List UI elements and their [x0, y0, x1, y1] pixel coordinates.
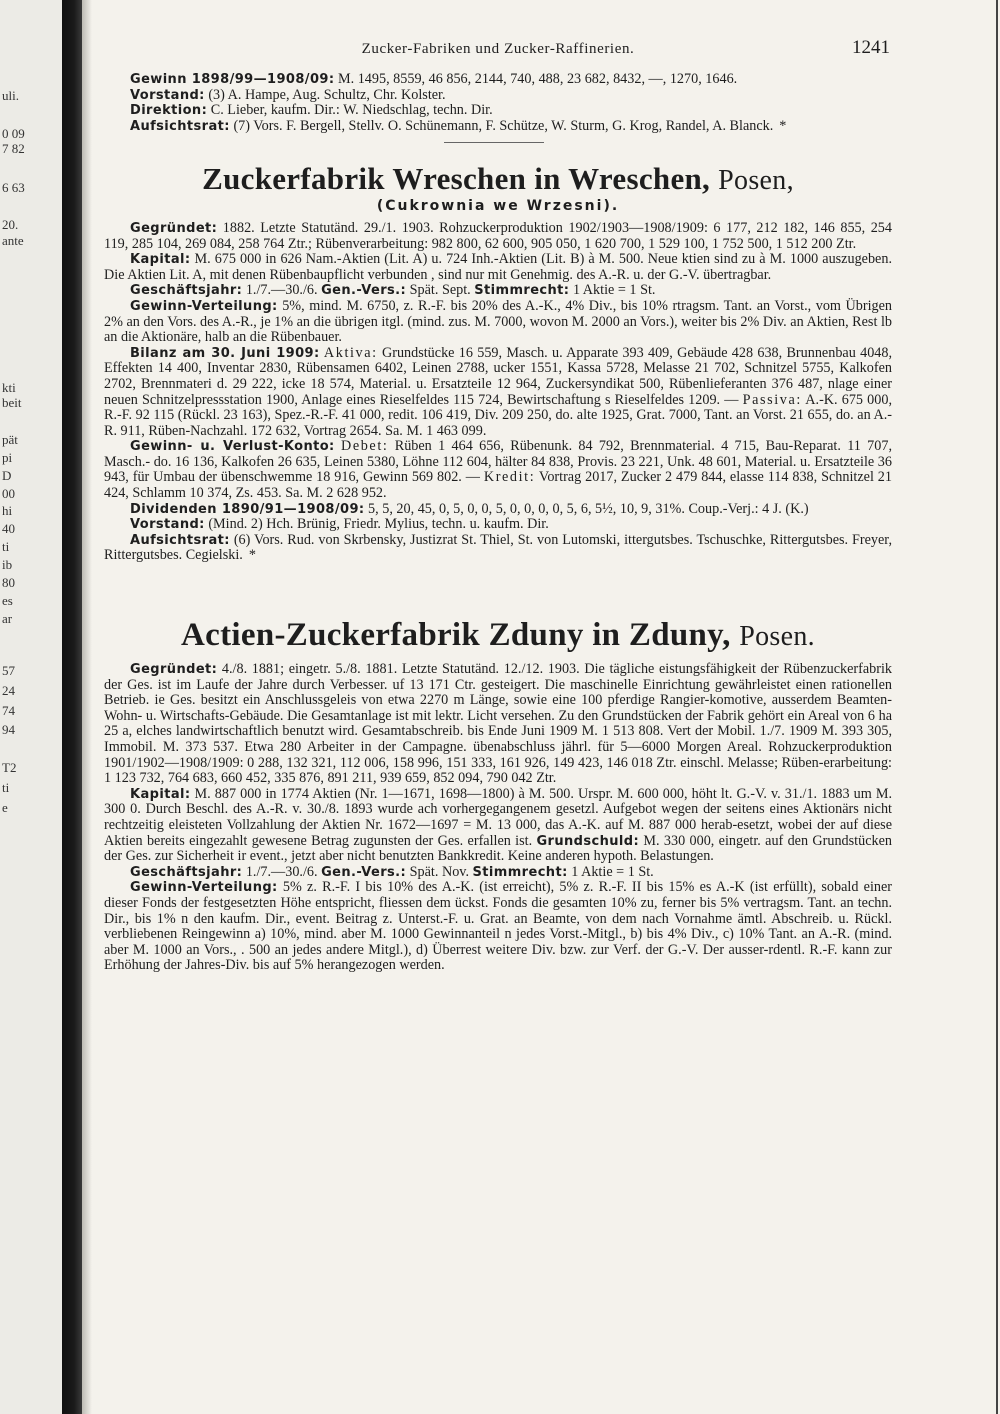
grundschuld-text: M. 330 000, eingetr. auf den Grundstücken der Ges. zur Sicherheit ir event., jetzt aber nicht benutzten Bankkredit. Keine anderen hypoth. Belastungen.	[104, 832, 892, 865]
guv-label: Gewinn- u. Verlust-Konto:	[130, 439, 335, 455]
genvers-label: Gen.-Vers.:	[321, 283, 407, 299]
aktiva-word: Aktiva:	[323, 344, 378, 361]
margin-fragment: beit	[2, 395, 22, 410]
company-location: Posen,	[718, 165, 794, 197]
genvers-text: Spät. Sept.	[409, 282, 471, 299]
geschaeftsjahr-label: Geschäftsjahr:	[130, 864, 243, 880]
margin-fragment: pät	[2, 432, 18, 447]
aufsichtsrat-paragraph	[104, 533, 892, 564]
entry-zuckerfabrik-wreschen	[104, 161, 892, 564]
company-title	[104, 161, 892, 199]
aufsichtsrat-text: (7) Vors. F. Bergell, Stellv. O. Schünemann, F. Schütze, W. Sturm, G. Krog, Randel, A. Blanck.	[233, 117, 774, 134]
gewinn-paragraph	[104, 72, 892, 88]
company-name: Zuckerfabrik Wreschen in Wreschen,	[202, 161, 711, 197]
page-number: 1241	[852, 37, 890, 58]
gegruendet-paragraph	[104, 221, 892, 252]
dividenden-paragraph	[104, 502, 892, 518]
gegruendet-label: Gegründet:	[130, 220, 218, 236]
margin-fragment: es	[2, 593, 13, 608]
bilanz-aktiva-text: Grundstücke 16 559, Masch. u. Apparate 393 409, Gebäude 428 638, Brunnenbau 4048, Effekten 14 400, Inventar 2830, Rübensamen 6402, Leinen 2788, ucker 1551, Kassa 5728, Melasse 21 702, Schnitzel 5755, Kalkofen 2702, Brennmateri d. 29 222, icke 18 574, Material. u. Ersatzteile 12 964, Zuckersyndikat 500, Rübenlieferanten 376 487, nlage einer neuen Schnitzelpressstation 1900, Anlage eines Rieselfeldes 115 724, Bewirtschaftung s Rieselfeldes 1209. —	[104, 344, 893, 408]
margin-fragment: ante	[2, 233, 24, 248]
geschaeftsjahr-text: 1./7.—30./6.	[245, 863, 318, 880]
margin-fragment: 00	[2, 486, 15, 501]
margin-fragment: 74	[2, 703, 15, 718]
guv-kredit-text: Vortrag 2017, Zucker 2 479 844, elasse 114 838, Schnitzel 21 424, Schlamm 10 374, Zs. 453. Sa. M. 2 628 952.	[104, 469, 892, 502]
margin-fragment: hi	[2, 503, 13, 518]
kapital-paragraph	[104, 252, 892, 283]
verteilung-text: 5%, mind. M. 6750, z. R.-F. bis 20% des A.-K., 4% Div., bis 10% rtragsm. Tant. an Vorst., vom Übrigen 2% an den Vors. des A.-R., je 1% an die übrigen itgl. (mind. zus. M. 7000, wovon M. 2000 an Vors.), weiter bis 2% Div. an Aktien, Rest lb an die Aktionäre, halb an die Rübenbauer.	[104, 297, 892, 346]
page-content	[104, 37, 893, 974]
direktion-label: Direktion:	[130, 103, 208, 119]
genvers-label: Gen.-Vers.:	[321, 864, 407, 880]
passiva-word: Passiva:	[742, 391, 802, 408]
entry-end-star: *	[248, 547, 256, 564]
entry-end-star: *	[779, 117, 787, 134]
gegruendet-label: Gegründet:	[130, 662, 218, 678]
margin-fragment: kti	[2, 380, 16, 395]
verteilung-label: Gewinn-Verteilung:	[130, 298, 278, 314]
kredit-word: Kredit:	[483, 469, 536, 486]
guv-paragraph	[104, 439, 892, 501]
book-spine-shadow	[62, 0, 82, 1414]
gegruendet-text: 4./8. 1881; eingetr. 5./8. 1881. Letzte Statutänd. 12./12. 1903. Die tägliche eistungsfähigkeit der Rübenzuckerfabrik der Ges. ist im Laufe der Jahre durch Verbesser. uf 13 171 Ctr. gesteigert. Die maschinelle Einrichtung gewährleistet einen rationellen Betrieb. ie Ges. besitzt ein Anschlussgeleis von etwa 2270 m Länge, sowie eine 100 pferdige Rangier-komotive, ausserdem Beamten-Wohn- u. Wirtschafts-Gebäude. Die Gesamtanlage ist mit lektr. Licht versehen. Zu den Grundstücken der Fabrik gehört ein Areal von 6 ha 25 a, elches landwirtschaftlich benutzt wird. Gesamtabschreib. bis Ende Juni 1909 M. 1 513 808. Vert der Mobil. 1./7. 1909 M. 393 305, Immobil. M. 373 537. Etwa 280 Arbeiter in der Campagne. übenabschluss jährl. für 5—6000 Morgen Areal. Rohzuckerproduktion 1901/1902—1908/1909: 0 288, 132 321, 112 006, 158 996, 151 333, 161 926, 149 423, 146 018 Ztr. einschl. Melasse; Rüben-erarbeitung: 1 123 732, 764 683, 660 452, 335 876, 891 211, 939 659, 852 094, 790 042 Ztr.	[104, 661, 893, 787]
gutter-gradient	[82, 0, 92, 1414]
gewinn-text: M. 1495, 8559, 46 856, 2144, 740, 488, 23 682, 8432, —, 1270, 1646.	[337, 71, 738, 87]
debet-word: Debet:	[340, 438, 389, 455]
verteilung-label: Gewinn-Verteilung:	[130, 880, 278, 896]
kapital-paragraph	[104, 787, 892, 865]
page-edge-line	[996, 0, 998, 1414]
gegruendet-text: 1882. Letzte Statutänd. 29./1. 1903. Rohzuckerproduktion 1902/1903—1908/1909: 6 177, 212 182, 146 855, 254 119, 285 104, 269 084, 258 764 Ztr.; Rübenverarbeitung: 982 800, 62 600, 905 050, 1 620 700, 1 529 100, 1 752 500, 1 512 200 Ztr.	[104, 219, 892, 252]
margin-fragment: 40	[2, 521, 15, 536]
previous-entry-tail	[104, 72, 892, 143]
dividenden-text: 5, 5, 20, 45, 0, 5, 0, 0, 5, 0, 0, 0, 0, 5, 6, 5½, 10, 9, 31%. Coup.-Verj.: 4 J. (K.)	[368, 500, 809, 517]
margin-fragment: 24	[2, 683, 15, 698]
gewinn-label: Gewinn 1898/99—1908/09:	[130, 72, 335, 87]
margin-fragment: 7 82	[2, 141, 25, 156]
stimmrecht-text: 1 Aktie = 1 St.	[571, 863, 654, 880]
vorstand-paragraph	[104, 517, 892, 533]
guv-debet-text: Rüben 1 464 656, Rübenunk. 84 792, Brennmaterial. 4 715, Bau-Reparat. 11 707, Masch.- do. 16 136, Kalkofen 26 635, Leinen 5380, Löhne 112 604, hälter 84 838, Provis. 23 221, Unk. 48 601, Material. u. Ersatzteile 36 943, für Umbau der übenschwemme 18 916, Gewinn 569 802. —	[104, 438, 893, 486]
margin-fragment: 57	[2, 663, 15, 678]
margin-fragment: 80	[2, 575, 15, 590]
margin-fragment: ti	[2, 780, 10, 795]
vorstand-text: (Mind. 2) Hch. Brünig, Friedr. Mylius, techn. u. kaufm. Dir.	[208, 516, 549, 533]
margin-fragment: 6 63	[2, 180, 25, 195]
geschaeftsjahr-label: Geschäftsjahr:	[130, 283, 243, 299]
margin-fragment: 20.	[2, 217, 19, 232]
geschaeftsjahr-paragraph	[104, 865, 892, 881]
vorstand-label: Vorstand:	[130, 517, 205, 533]
bilanz-passiva-text: A.-K. 675 000, R.-F. 92 115 (Rückl. 23 163), Spez.-R.-F. 41 000, redit. 106 419, Div. 209 250, do. alte 1925, Grat. 7000, Tant. an Vorst. 21 655, do. an A.-R. 911, Rüben-Nachzahl. 172 632, Vortrag 2654. Sa. M. 1 463 099.	[104, 391, 893, 439]
company-title	[104, 616, 892, 656]
margin-fragment: D	[2, 468, 12, 483]
entry-divider	[444, 142, 544, 143]
running-head-title: Zucker-Fabriken und Zucker-Raffinerien.	[361, 41, 635, 57]
gegruendet-paragraph	[104, 662, 892, 787]
running-head	[104, 37, 892, 72]
company-location: Posen.	[739, 621, 815, 653]
dividenden-label: Dividenden 1890/91—1908/09:	[130, 501, 365, 517]
verteilung-paragraph	[104, 880, 892, 974]
margin-fragment: 0 09	[2, 126, 25, 141]
margin-fragment: 94	[2, 722, 15, 737]
vorstand-paragraph	[104, 88, 892, 104]
kapital-label: Kapital:	[130, 786, 191, 802]
previous-page-margin	[0, 0, 62, 1414]
grundschuld-label: Grundschuld:	[536, 833, 640, 849]
direktion-paragraph	[104, 103, 892, 119]
aufsichtsrat-text: (6) Vors. Rud. von Skrbensky, Justizrat St. Thiel, St. von Lutomski, ittergutsbes. Tschuschke, Rittergutsbes. Freyer, Rittergutsbes. Cegielski.	[104, 531, 892, 564]
margin-fragment: pi	[2, 450, 13, 465]
bilanz-paragraph	[104, 346, 892, 440]
aufsichtsrat-label: Aufsichtsrat:	[130, 532, 230, 548]
aufsichtsrat-paragraph	[104, 119, 892, 135]
margin-fragment: T2	[2, 760, 17, 775]
geschaeftsjahr-paragraph	[104, 283, 892, 299]
verteilung-text: 5% z. R.-F. I bis 10% des A.-K. (ist erreicht), 5% z. R.-F. II bis 15% es A.-K (ist erfüllt), sobald einer dieser Fonds der festgesetzten Höhe entspricht, fliessen dem ückst. Fonds die gesamten 10% zu, ferner bis 5% vertragsm. Tant. an techn. Dir., bis 1% n den kaufm. Dir., event. Beitrag z. Unterst.-F. u. Grat. an Beamte, von dem nach Vornahme ämtl. Abschreib. u. Rückl. verbliebenen Reingewinn a) 10%, mind. aber M. 1000 Gewinnanteil n jedes Vorst.-Mitgl., b) bis 4% Div., c) 10% Tant. an A.-R. (mind. aber M. 1000 an Vors., . 500 an jedes andere Mitgl.), d) Überrest weitere Div. bzw. zur Verf. der G.-V. Der ausser-rdentl. R.-F. kann zur Erhöhung der Jahres-Div. bis auf 5% herangezogen werden.	[104, 879, 893, 974]
aufsichtsrat-label: Aufsichtsrat:	[130, 118, 230, 134]
company-name: Actien-Zuckerfabrik Zduny in Zduny,	[181, 617, 731, 654]
geschaeftsjahr-text: 1./7.—30./6.	[245, 282, 318, 299]
entry-actien-zuckerfabrik-zduny	[104, 616, 892, 974]
vorstand-label: Vorstand:	[130, 87, 205, 103]
kapital-text: M. 675 000 in 626 Nam.-Aktien (Lit. A) u. 724 Inh.-Aktien (Lit. B) à M. 500. Neue ktien sind zu à M. 1000 auszugeben. Die Aktien Lit. A, mit denen Rübenbaupflicht verbunden , sind nur mit Genehmig. des A.-R. u. der G.-V. übertragbar.	[104, 251, 892, 283]
vorstand-text: (3) A. Hampe, Aug. Schultz, Chr. Kolster.	[208, 86, 446, 103]
margin-fragment: ti	[2, 539, 10, 554]
kapital-label: Kapital:	[130, 252, 191, 268]
kapital-text: M. 887 000 in 1774 Aktien (Nr. 1—1671, 1698—1800) à M. 500. Urspr. M. 600 000, höht lt. G.-V. v. 31./1. 1883 um M. 300 0. Durch Beschl. des A.-R. v. 30./8. 1893 wurde ach vorhergegangenem gesetzl. Aufgebot wegen der seitens eines Aktionärs nicht rechtzeitig eleisteten Vollzahlung der Aktien Nr. 1672—1697 = M. 13 000, das A.-K. auf M. 887 000 herab-esetzt, wobei der auf diese Aktien bereits eingezahlt gewesene Betrag zugunsten der Ges. erfallen ist.	[104, 785, 892, 849]
margin-fragment: ib	[2, 557, 13, 572]
margin-fragment: uli.	[2, 88, 19, 103]
margin-fragment: ar	[2, 611, 13, 626]
direktion-text: C. Lieber, kaufm. Dir.: W. Niedschlag, techn. Dir.	[210, 102, 493, 119]
genvers-text: Spät. Nov.	[409, 863, 469, 880]
margin-fragment: e	[2, 800, 8, 815]
bilanz-label: Bilanz am 30. Juni 1909:	[130, 345, 320, 361]
company-subtitle: (Cukrownia we Wrzesni).	[376, 198, 620, 215]
stimmrecht-text: 1 Aktie = 1 St.	[572, 282, 656, 299]
verteilung-paragraph	[104, 299, 892, 346]
stimmrecht-label: Stimmrecht:	[472, 864, 568, 880]
stimmrecht-label: Stimmrecht:	[474, 283, 570, 299]
